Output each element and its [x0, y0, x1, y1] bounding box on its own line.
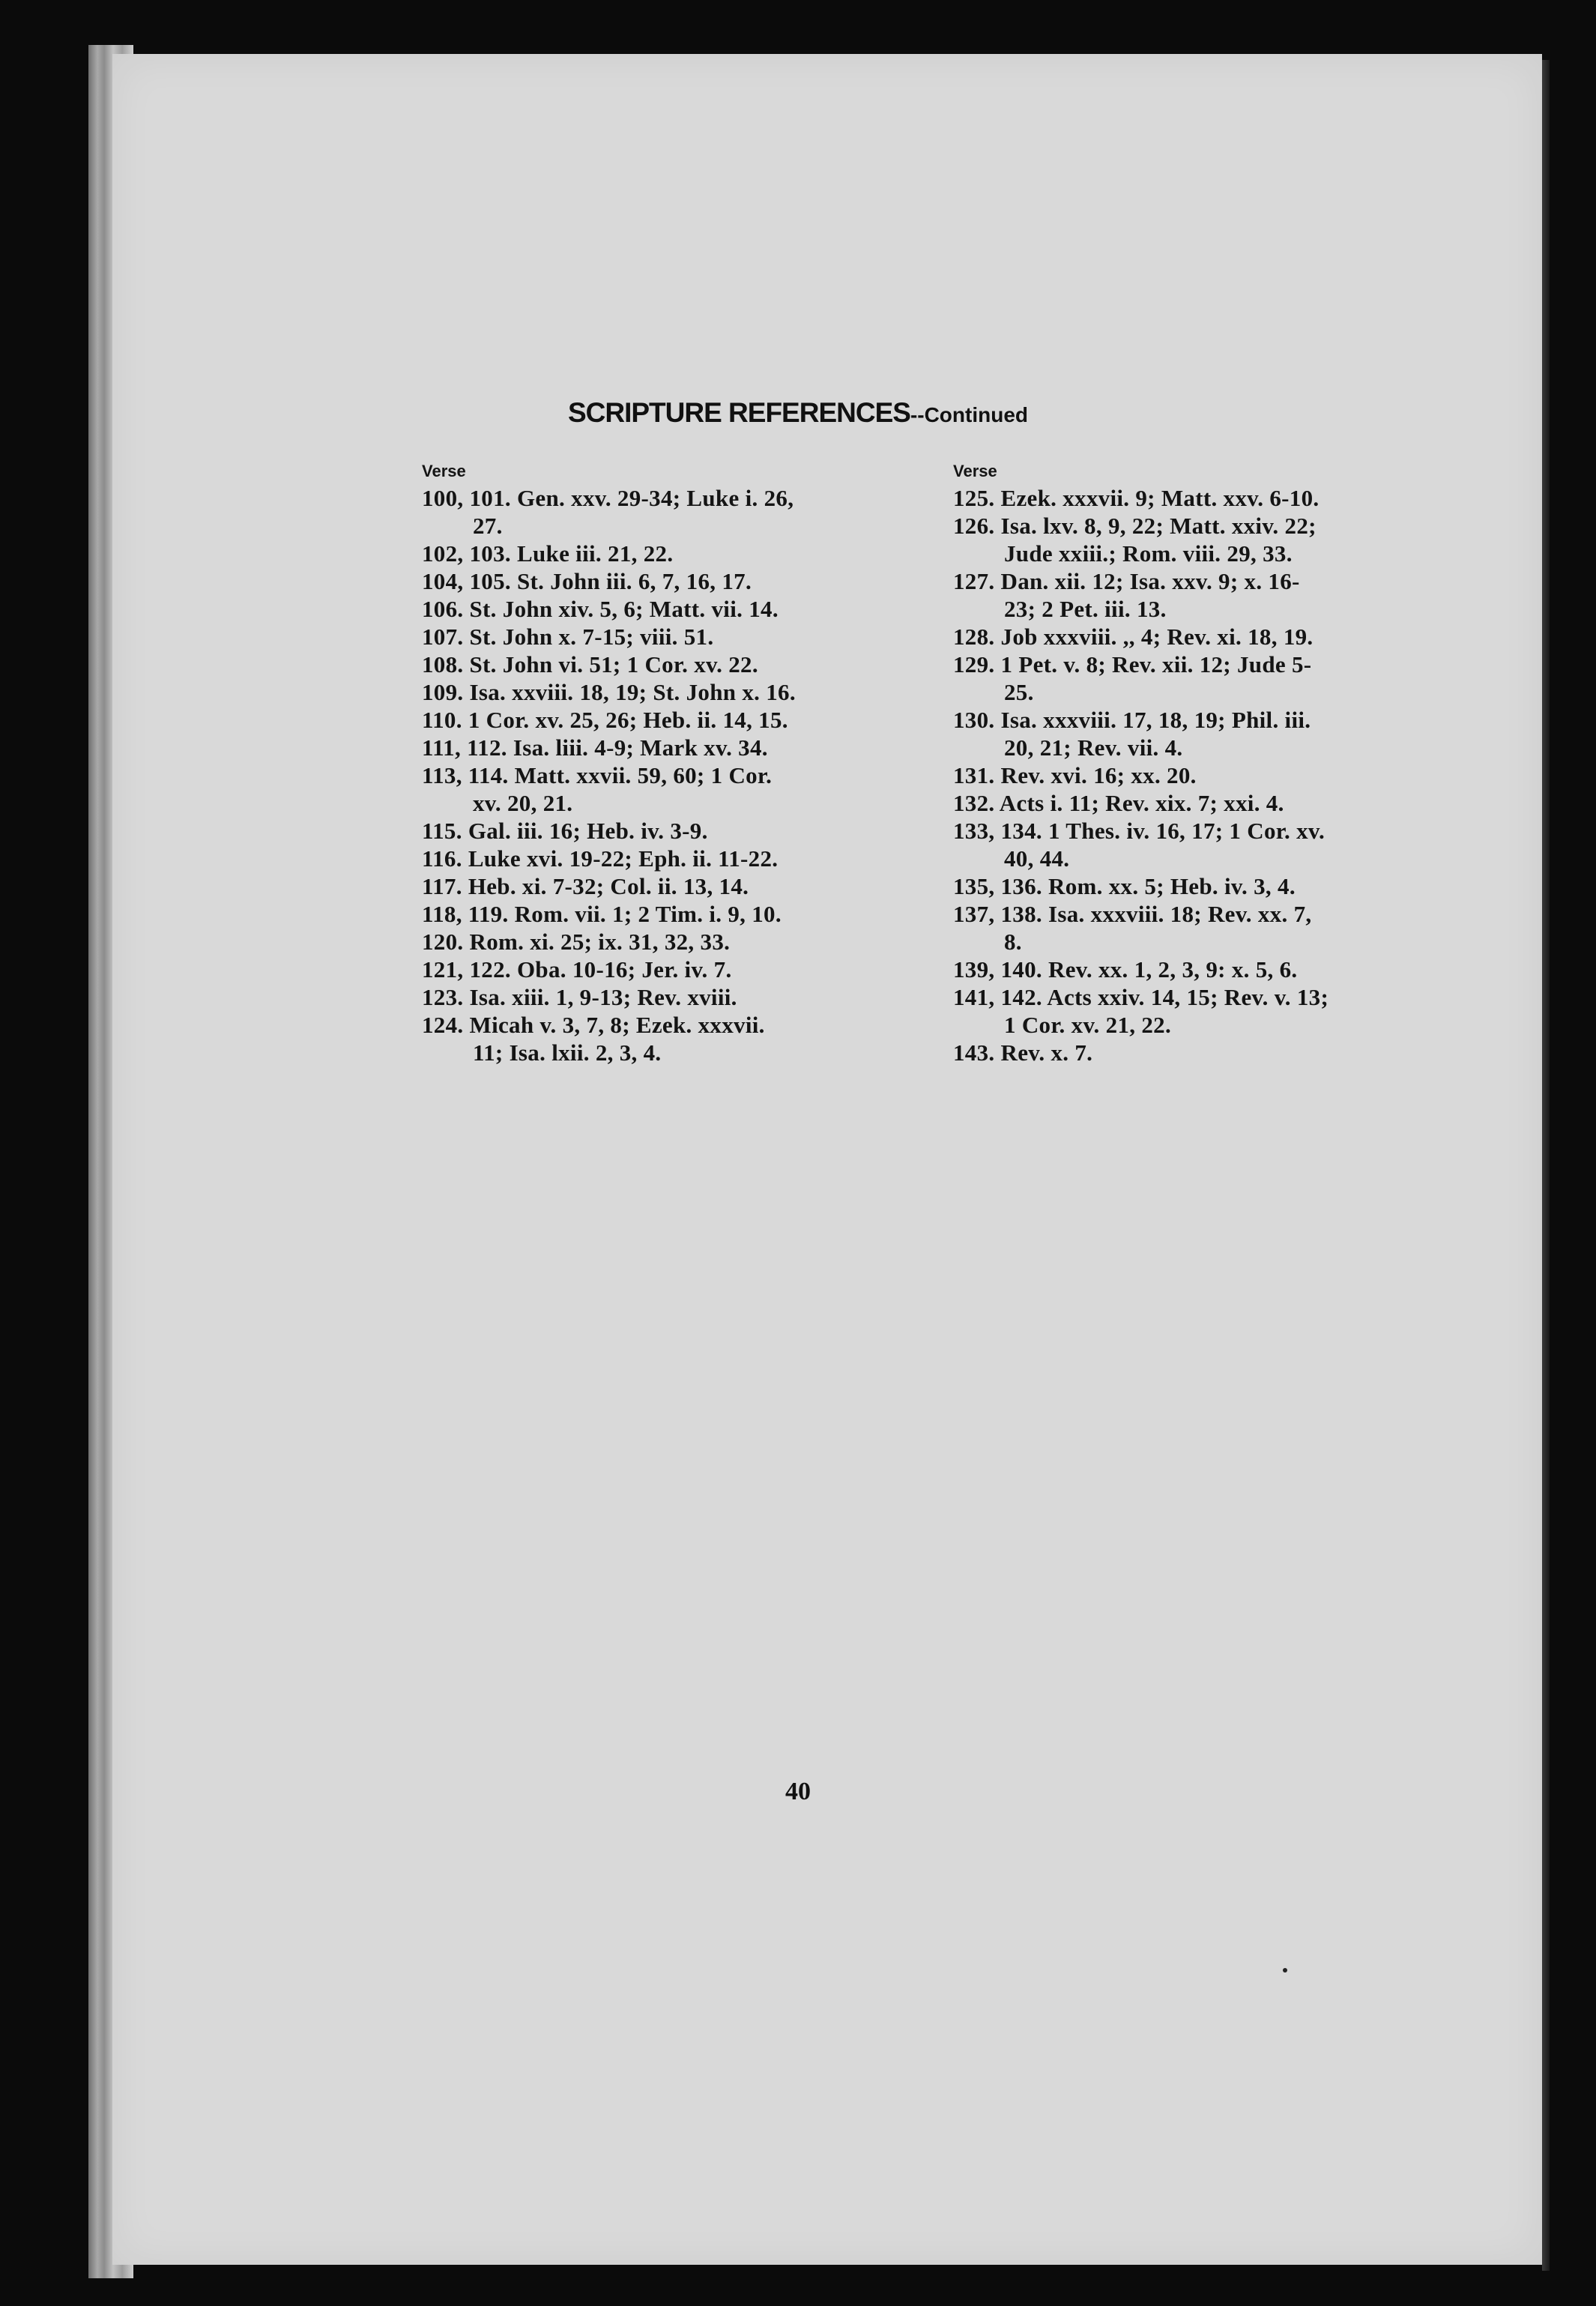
verse-number: 113, 114.	[422, 762, 509, 788]
reference-continuation: 1 Cor. xv. 21, 22.	[1004, 1012, 1171, 1038]
scripture-reference: Isa. xxviii. 18, 19; St. John x. 16.	[469, 679, 796, 705]
reference-entry	[422, 817, 909, 845]
reference-entry	[422, 678, 909, 706]
scripture-reference: St. John x. 7-15; viii. 51.	[469, 624, 714, 650]
reference-line	[422, 845, 909, 872]
scripture-reference: St. John vi. 51; 1 Cor. xv. 22.	[469, 651, 758, 677]
reference-line	[953, 623, 1433, 651]
reference-line	[422, 651, 909, 678]
scripture-reference: St. John iii. 6, 7, 16, 17.	[517, 568, 752, 594]
reference-line	[953, 761, 1433, 789]
verse-number: 127.	[953, 568, 995, 594]
scripture-reference: Heb. xi. 7-32; Col. ii. 13, 14.	[468, 873, 749, 899]
scripture-reference: Luke iii. 21, 22.	[517, 540, 674, 567]
reference-continuation: 27.	[473, 513, 503, 539]
reference-line	[422, 900, 909, 928]
reference-entry	[422, 1011, 909, 1066]
reference-line	[422, 595, 909, 623]
reference-line	[953, 567, 1433, 595]
reference-entry	[953, 817, 1433, 872]
scripture-reference: Micah v. 3, 7, 8; Ezek. xxxvii.	[469, 1012, 765, 1038]
reference-continuation: 20, 21; Rev. vii. 4.	[1004, 734, 1183, 761]
reference-line	[953, 1039, 1433, 1066]
reference-line	[422, 706, 909, 734]
right-entry-list	[953, 484, 1433, 1066]
title-main: SCRIPTURE REFERENCES	[567, 397, 910, 428]
scripture-reference: Rom. xi. 25; ix. 31, 32, 33.	[469, 929, 731, 955]
scripture-reference: 1 Thes. iv. 16, 17; 1 Cor. xv.	[1048, 818, 1326, 844]
reference-line	[422, 567, 909, 595]
reference-entry	[953, 956, 1433, 983]
scripture-reference: 1 Pet. v. 8; Rev. xii. 12; Jude 5-	[1000, 651, 1312, 677]
reference-entry	[422, 706, 909, 734]
reference-entry	[953, 706, 1433, 761]
verse-number: 128.	[953, 624, 995, 650]
reference-line	[422, 1011, 909, 1039]
left-column-heading: Verse	[422, 462, 466, 480]
verse-number: 133, 134.	[953, 818, 1042, 844]
reference-entry	[422, 540, 909, 567]
reference-line	[953, 651, 1433, 678]
reference-continuation: 40, 44.	[1004, 845, 1070, 872]
scripture-reference: Rev. xx. 1, 2, 3, 9: x. 5, 6.	[1048, 956, 1298, 983]
document-page	[112, 54, 1542, 2265]
verse-number: 100, 101.	[422, 485, 511, 511]
verse-number: 124.	[422, 1012, 464, 1038]
page-number: 40	[785, 1778, 811, 1805]
reference-line	[422, 484, 909, 512]
page-title	[0, 397, 1596, 429]
scripture-reference: Gal. iii. 16; Heb. iv. 3-9.	[468, 818, 708, 844]
scripture-reference: 1 Cor. xv. 25, 26; Heb. ii. 14, 15.	[468, 707, 788, 733]
verse-number: 106.	[422, 596, 464, 622]
verse-number: 115.	[422, 818, 462, 844]
reference-entry	[953, 789, 1433, 817]
reference-entry	[422, 567, 909, 595]
reference-line	[422, 734, 909, 761]
reference-line	[422, 872, 909, 900]
reference-entry	[953, 900, 1433, 956]
verse-number: 121, 122.	[422, 956, 511, 983]
reference-continuation: 25.	[1004, 679, 1034, 705]
reference-continuation: 23; 2 Pet. iii. 13.	[1004, 596, 1167, 622]
reference-line	[953, 512, 1433, 540]
reference-line	[953, 706, 1433, 734]
reference-entry	[422, 651, 909, 678]
verse-number: 141, 142.	[953, 984, 1042, 1010]
verse-number: 108.	[422, 651, 464, 677]
reference-entry	[953, 1039, 1433, 1066]
reference-line	[953, 872, 1433, 900]
scripture-reference: Gen. xxv. 29-34; Luke i. 26,	[517, 485, 794, 511]
reference-entry	[953, 872, 1433, 900]
verse-number: 135, 136.	[953, 873, 1042, 899]
verse-number: 132.	[953, 790, 995, 816]
reference-line	[953, 817, 1433, 845]
scripture-reference: Isa. xxxviii. 18; Rev. xx. 7,	[1048, 901, 1312, 927]
verse-number: 123.	[422, 984, 464, 1010]
scripture-reference: Ezek. xxxvii. 9; Matt. xxv. 6-10.	[1000, 485, 1320, 511]
title-continued: --Continued	[910, 403, 1028, 426]
verse-number: 102, 103.	[422, 540, 511, 567]
reference-entry	[422, 761, 909, 817]
reference-line	[422, 983, 909, 1011]
reference-entry	[422, 623, 909, 651]
reference-entry	[422, 845, 909, 872]
verse-number: 109.	[422, 679, 464, 705]
verse-number: 143.	[953, 1039, 995, 1066]
reference-line	[422, 928, 909, 956]
page-right-edge	[1542, 60, 1550, 2271]
reference-line	[422, 623, 909, 651]
speck-mark	[1283, 1968, 1287, 1973]
reference-entry	[953, 484, 1433, 512]
reference-continuation: 11; Isa. lxii. 2, 3, 4.	[473, 1039, 662, 1066]
reference-entry	[422, 872, 909, 900]
reference-entry	[953, 567, 1433, 623]
verse-number: 104, 105.	[422, 568, 511, 594]
scripture-reference: St. John xiv. 5, 6; Matt. vii. 14.	[469, 596, 779, 622]
reference-entry	[422, 928, 909, 956]
reference-entry	[953, 512, 1433, 567]
scripture-reference: Rev. x. 7.	[1000, 1039, 1093, 1066]
left-column	[422, 459, 909, 1066]
reference-entry	[953, 983, 1433, 1039]
reference-line	[422, 956, 909, 983]
reference-entry	[422, 983, 909, 1011]
verse-number: 125.	[953, 485, 995, 511]
verse-number: 107.	[422, 624, 464, 650]
verse-number: 117.	[422, 873, 462, 899]
scripture-reference: Isa. liii. 4-9; Mark xv. 34.	[513, 734, 768, 761]
reference-line	[422, 678, 909, 706]
reference-line	[422, 540, 909, 567]
scripture-reference: Dan. xii. 12; Isa. xxv. 9; x. 16-	[1000, 568, 1300, 594]
verse-number: 139, 140.	[953, 956, 1042, 983]
left-entry-list	[422, 484, 909, 1066]
reference-continuation: Jude xxiii.; Rom. viii. 29, 33.	[1004, 540, 1293, 567]
reference-line	[422, 817, 909, 845]
verse-number: 137, 138.	[953, 901, 1042, 927]
verse-number: 116.	[422, 845, 462, 872]
reference-line	[953, 900, 1433, 928]
scripture-reference: Rev. xvi. 16; xx. 20.	[1000, 762, 1197, 788]
reference-continuation: xv. 20, 21.	[473, 790, 573, 816]
verse-number: 126.	[953, 513, 995, 539]
verse-number: 120.	[422, 929, 464, 955]
reference-line	[953, 983, 1433, 1011]
reference-entry	[422, 484, 909, 540]
scripture-reference: Oba. 10-16; Jer. iv. 7.	[517, 956, 732, 983]
scripture-reference: Rom. vii. 1; 2 Tim. i. 9, 10.	[514, 901, 782, 927]
verse-number: 111, 112.	[422, 734, 507, 761]
verse-number: 118, 119.	[422, 901, 509, 927]
verse-number: 129.	[953, 651, 995, 677]
reference-entry	[422, 734, 909, 761]
scripture-reference: Job xxxviii. ,, 4; Rev. xi. 18, 19.	[1000, 624, 1314, 650]
right-column-heading: Verse	[953, 462, 997, 480]
scripture-reference: Isa. xiii. 1, 9-13; Rev. xviii.	[469, 984, 737, 1010]
reference-entry	[953, 623, 1433, 651]
scripture-reference: Isa. xxxviii. 17, 18, 19; Phil. iii.	[1000, 707, 1311, 733]
verse-number: 131.	[953, 762, 995, 788]
right-column	[953, 459, 1433, 1066]
reference-entry	[953, 651, 1433, 706]
reference-entry	[953, 761, 1433, 789]
reference-line	[422, 761, 909, 789]
verse-number: 110.	[422, 707, 462, 733]
reference-entry	[422, 956, 909, 983]
scripture-reference: Rom. xx. 5; Heb. iv. 3, 4.	[1048, 873, 1296, 899]
reference-continuation: 8.	[1004, 929, 1022, 955]
scripture-reference: Isa. lxv. 8, 9, 22; Matt. xxiv. 22;	[1000, 513, 1317, 539]
reference-line	[953, 956, 1433, 983]
scripture-reference: Matt. xxvii. 59, 60; 1 Cor.	[514, 762, 773, 788]
reference-entry	[422, 595, 909, 623]
scripture-reference: Acts i. 11; Rev. xix. 7; xxi. 4.	[999, 790, 1284, 816]
reference-line	[953, 789, 1433, 817]
reference-line	[953, 484, 1433, 512]
reference-entry	[422, 900, 909, 928]
scripture-reference: Acts xxiv. 14, 15; Rev. v. 13;	[1047, 984, 1329, 1010]
scripture-reference: Luke xvi. 19-22; Eph. ii. 11-22.	[468, 845, 779, 872]
verse-number: 130.	[953, 707, 995, 733]
